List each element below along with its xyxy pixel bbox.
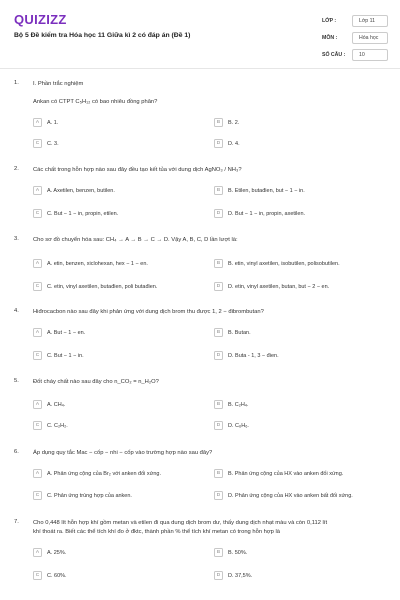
option-text: B. etin, vinyl axetilen, isobutilen, polisobutilen.: [228, 260, 340, 267]
answer-option[interactable]: [33, 490, 132, 501]
option-letter-badge: C: [33, 282, 42, 291]
answer-option[interactable]: [214, 327, 251, 338]
option-letter-badge: A: [33, 118, 42, 127]
meta-box: [322, 12, 388, 63]
option-letter-badge: A: [33, 259, 42, 268]
question-block: [14, 378, 388, 436]
question-number: 5.: [14, 378, 19, 384]
answer-option[interactable]: [214, 281, 329, 292]
answer-option[interactable]: [33, 468, 161, 479]
answer-option[interactable]: [214, 208, 305, 219]
answer-option[interactable]: [33, 281, 157, 292]
option-text: C. etin, vinyl axetilen, butađien, poli butađien.: [47, 283, 158, 290]
answer-option[interactable]: [33, 185, 115, 196]
option-text: B. 50%.: [228, 549, 248, 556]
answer-option[interactable]: [33, 327, 85, 338]
option-text: C. Phản ứng trùng hợp của anken.: [47, 492, 132, 499]
option-letter-badge: C: [33, 351, 42, 360]
answer-option[interactable]: [214, 117, 239, 128]
answer-option[interactable]: [33, 420, 68, 431]
option-text: B. Etilen, butađien, but − 1 − in.: [228, 187, 305, 194]
meta-row-question-count: [322, 46, 388, 63]
option-letter-badge: C: [33, 139, 42, 148]
answer-option[interactable]: [214, 490, 353, 501]
meta-row-class: [322, 12, 388, 29]
option-text: A. But − 1 − en.: [47, 329, 86, 336]
option-letter-badge: A: [33, 328, 42, 337]
question-number: 4.: [14, 308, 19, 314]
option-text: C. 60%.: [47, 572, 67, 579]
option-letter-badge: D: [214, 571, 223, 580]
option-text: C. But − 1 − in.: [47, 352, 84, 359]
option-text: D. Phản ứng cộng của HX vào anken bất đối xứng.: [228, 492, 353, 499]
option-letter-badge: B: [214, 118, 223, 127]
question-block: [14, 236, 388, 294]
question-block: [14, 80, 388, 156]
question-block: [14, 308, 388, 364]
option-text: C. But − 1 − in, propin, etilen.: [47, 210, 119, 217]
answer-option[interactable]: [33, 258, 148, 269]
question-text: Các chất trong hỗn hợp nào sau đây đều tạo kết tủa với dung dịch AgNO₃ / NH₃?: [33, 167, 242, 173]
question-block: [14, 166, 388, 224]
option-letter-badge: C: [33, 491, 42, 500]
answer-option[interactable]: [214, 258, 340, 269]
option-text: A. 25%.: [47, 549, 67, 556]
document-title: Bộ 5 Đề kiểm tra Hóa học 11 Giữa kì 2 có đáp án (Đề 1): [14, 32, 191, 39]
question-block: [14, 449, 388, 505]
meta-key: MÔN :: [322, 34, 338, 41]
option-letter-badge: B: [214, 469, 223, 478]
answer-option[interactable]: [33, 350, 84, 361]
option-text: D. But − 1 − in, propin, axetilen.: [228, 210, 306, 217]
option-text: B. Phản ứng cộng của HX vào anken đối xứng.: [228, 470, 344, 477]
option-letter-badge: A: [33, 400, 42, 409]
answer-option[interactable]: [214, 570, 252, 581]
answer-option[interactable]: [214, 138, 240, 149]
question-number: 1.: [14, 80, 19, 86]
option-letter-badge: A: [33, 186, 42, 195]
answer-option[interactable]: [214, 185, 305, 196]
option-letter-badge: C: [33, 209, 42, 218]
answer-option[interactable]: [33, 117, 58, 128]
option-letter-badge: D: [214, 491, 223, 500]
option-letter-badge: D: [214, 209, 223, 218]
answer-option[interactable]: [33, 399, 65, 410]
answer-option[interactable]: [214, 350, 279, 361]
option-letter-badge: D: [214, 282, 223, 291]
option-text: C. 3.: [47, 140, 59, 147]
answer-option[interactable]: [33, 547, 66, 558]
option-letter-badge: B: [214, 548, 223, 557]
question-number: 7.: [14, 519, 19, 525]
option-letter-badge: B: [214, 259, 223, 268]
option-letter-badge: A: [33, 548, 42, 557]
option-letter-badge: B: [214, 400, 223, 409]
answer-option[interactable]: [214, 399, 249, 410]
option-text: A. 1.: [47, 119, 59, 126]
question-text: Áp dụng quy tắc Mac − cốp − nhi − cốp vào trường hợp nào sau đây?: [33, 450, 213, 456]
answer-option[interactable]: [214, 547, 247, 558]
option-text: D. etin, vinyl axetilen, butan, but − 2 − en.: [228, 283, 330, 290]
question-text: Hiđrocacbon nào sau đây khi phản ứng với dung dịch brom thu được 1, 2 − đibrombutan?: [33, 309, 264, 315]
meta-row-subject: [322, 29, 388, 46]
answer-option[interactable]: [33, 138, 59, 149]
meta-value-field[interactable]: Hóa học: [352, 32, 388, 44]
meta-value-field[interactable]: 10: [352, 49, 388, 61]
option-text: B. 2.: [228, 119, 240, 126]
option-text: C. C₂H₂.: [47, 422, 68, 429]
question-number: 3.: [14, 236, 19, 242]
option-letter-badge: C: [33, 571, 42, 580]
question-text-continued: khí thoát ra. Biết các thể tích khí đo ở đktc, thành phần % thể tích khí metan có trong hỗn hợp là: [33, 529, 281, 535]
meta-value-field[interactable]: Lớp 11: [352, 15, 388, 27]
option-letter-badge: B: [214, 328, 223, 337]
option-text: A. Phản ứng cộng của Br₂ với anken đối xứng.: [47, 470, 162, 477]
option-text: A. etin, benzen, xiclohexan, hex − 1 − en.: [47, 260, 148, 267]
option-text: D. 4.: [228, 140, 240, 147]
quizizz-logo: QUIZIZZ: [14, 12, 67, 27]
option-letter-badge: C: [33, 421, 42, 430]
section-title: I. Phần trắc nghiệm: [33, 81, 84, 87]
answer-option[interactable]: [33, 208, 118, 219]
answer-option[interactable]: [214, 468, 343, 479]
meta-key: LỚP :: [322, 17, 337, 24]
option-text: B. Butan.: [228, 329, 251, 336]
answer-option[interactable]: [214, 420, 249, 431]
option-letter-badge: D: [214, 421, 223, 430]
question-text: Cho 0,448 lít hỗn hợp khí gồm metan và etilen đi qua dung dịch brom dư, thấy dung dịch nhạt màu và còn 0,112 lít: [33, 520, 328, 526]
question-text: Ankan có CTPT C₅H₁₂ có bao nhiêu đồng phân?: [33, 99, 158, 105]
option-letter-badge: B: [214, 186, 223, 195]
option-text: A. CH₄.: [47, 401, 66, 408]
option-letter-badge: D: [214, 139, 223, 148]
option-letter-badge: A: [33, 469, 42, 478]
option-text: A. Axetilen, benzen, butilen.: [47, 187, 115, 194]
option-text: D. C₆H₆.: [228, 422, 249, 429]
meta-key: SỐ CÂU :: [322, 51, 346, 58]
question-text: Cho sơ đồ chuyển hóa sau: CH₄ → A → B → C → D. Vậy A, B, C, D lần lượt là:: [33, 237, 238, 243]
question-text: Đốt cháy chất nào sau đây cho n_CO₂ = n_H₂O?: [33, 379, 159, 385]
option-text: B. C₂H₄.: [228, 401, 249, 408]
header-divider: [0, 68, 400, 69]
question-number: 2.: [14, 166, 19, 172]
option-text: D. Buta - 1, 3 − đien.: [228, 352, 279, 359]
question-block: [14, 519, 388, 585]
question-number: 6.: [14, 449, 19, 455]
option-letter-badge: D: [214, 351, 223, 360]
answer-option[interactable]: [33, 570, 67, 581]
option-text: D. 37,5%.: [228, 572, 253, 579]
